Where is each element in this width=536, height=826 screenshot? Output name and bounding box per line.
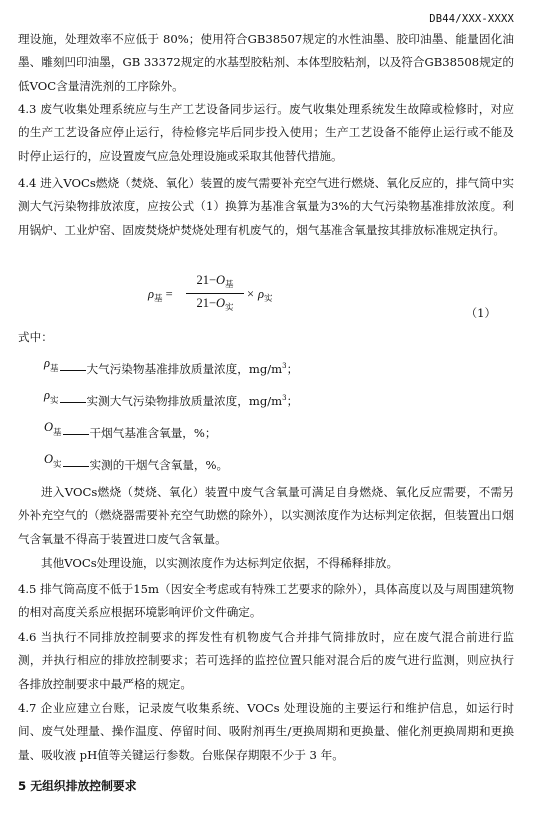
formula-1 (148, 273, 288, 319)
formula-lhs: $\rho_基$ = (148, 287, 173, 303)
where-label: 式中： (18, 330, 53, 344)
paragraph-4-6: 4.6 当执行不同排放控制要求的挥发性有机物废气合并排气筒排放时，应在废气混合前进行监测，并执行相应的排放控制要求；若可选择的监控位置只能对混合后的废气进行监测，则应执行各排放控制要求中最严格的规定。 (18, 630, 514, 691)
dash (60, 370, 86, 371)
dash (60, 402, 86, 403)
formula-fraction (186, 273, 244, 313)
definition-rho-base: $\rho_基$ 大气污染物基准排放质量浓度，$mg/m^3$； (44, 356, 299, 376)
paragraph-4-3: 4.3 废气收集处理系统应与生产工艺设备同步运行。废气收集处理系统发生故障或检修时，对应的生产工艺设备应停止运行，待检修完毕后同步投入使用；生产工艺设备不能停止运行或不能及时停止运行的，应设置废气应急处理设施或采取其他替代措施。 (18, 102, 514, 163)
symbol: $O_实$ (44, 452, 62, 469)
document-code: DB44/XXX-XXXX (429, 13, 514, 25)
paragraph-oxygen-content: 进入VOCs燃烧（焚烧、氧化）装置中废气含氧量可满足自身燃烧、氧化反应需要，不需另外补充空气的（燃烧器需要补充空气助燃的除外），以实测浓度作为达标判定依据，但装置出口烟气含氧量不得高于装置进口废气含氧量。 (18, 485, 514, 546)
formula-numerator: $21-O_基$ (196, 273, 234, 289)
paragraph-4-2-continued: 理设施，处理效率不应低于 80%；使用符合GB38507规定的水性油墨、胶印油墨、能量固化油墨、雕刻凹印油墨，GB 33372规定的水基型胶粘剂、本体型胶粘剂，以及符合GB38508规定的低VOC含量清洗剂的工序除外。 (18, 32, 514, 93)
symbol: $\rho_实$ (44, 388, 59, 405)
definition-o-actual: $O_实$ 实测的干烟气含氧量，%。 (44, 452, 229, 472)
fraction-bar (186, 293, 244, 294)
definition-o-base: $O_基$ 干烟气基准含氧量，%； (44, 420, 217, 440)
equation-number: （1） (465, 306, 496, 320)
symbol: $\rho_基$ (44, 356, 59, 373)
definition-rho-actual: $\rho_实$ 实测大气污染物排放质量浓度，$mg/m^3$； (44, 388, 299, 408)
paragraph-other-facilities: 其他VOCs处理设施，以实测浓度作为达标判定依据，不得稀释排放。 (41, 556, 399, 570)
paragraph-4-7: 4.7 企业应建立台账，记录废气收集系统、VOCs 处理设施的主要运行和维护信息，如运行时间、废气处理量、操作温度、停留时间、吸附剂再生/更换周期和更换量、催化剂更换周期和更换量、吸收液 pH值等关键运行参数。台账保存期限不少于 3 年。 (18, 701, 514, 762)
formula-rho-actual: $\rho_实$ (258, 287, 273, 303)
paragraph-4-4: 4.4 进入VOCs燃烧（焚烧、氧化）装置的废气需要补充空气进行燃烧、氧化反应的，排气筒中实测大气污染物排放浓度，应按公式（1）换算为基准含氧量为3%的大气污染物基准排放浓度。利用锅炉、工业炉窑、固废焚烧炉焚烧处理有机废气的，烟气基准含氧量按其排放标准规定执行。 (18, 176, 514, 237)
formula-denominator: $21-O_实$ (196, 296, 234, 312)
formula-times: × (247, 287, 255, 301)
dash (63, 434, 89, 435)
section-5-heading: 5 无组织排放控制要求 (18, 779, 137, 793)
paragraph-4-5: 4.5 排气筒高度不低于15m（因安全考虑或有特殊工艺要求的除外），具体高度以及与周围建筑物的相对高度关系应根据环境影响评价文件确定。 (18, 582, 514, 620)
dash (63, 466, 89, 467)
symbol: $O_基$ (44, 420, 62, 437)
